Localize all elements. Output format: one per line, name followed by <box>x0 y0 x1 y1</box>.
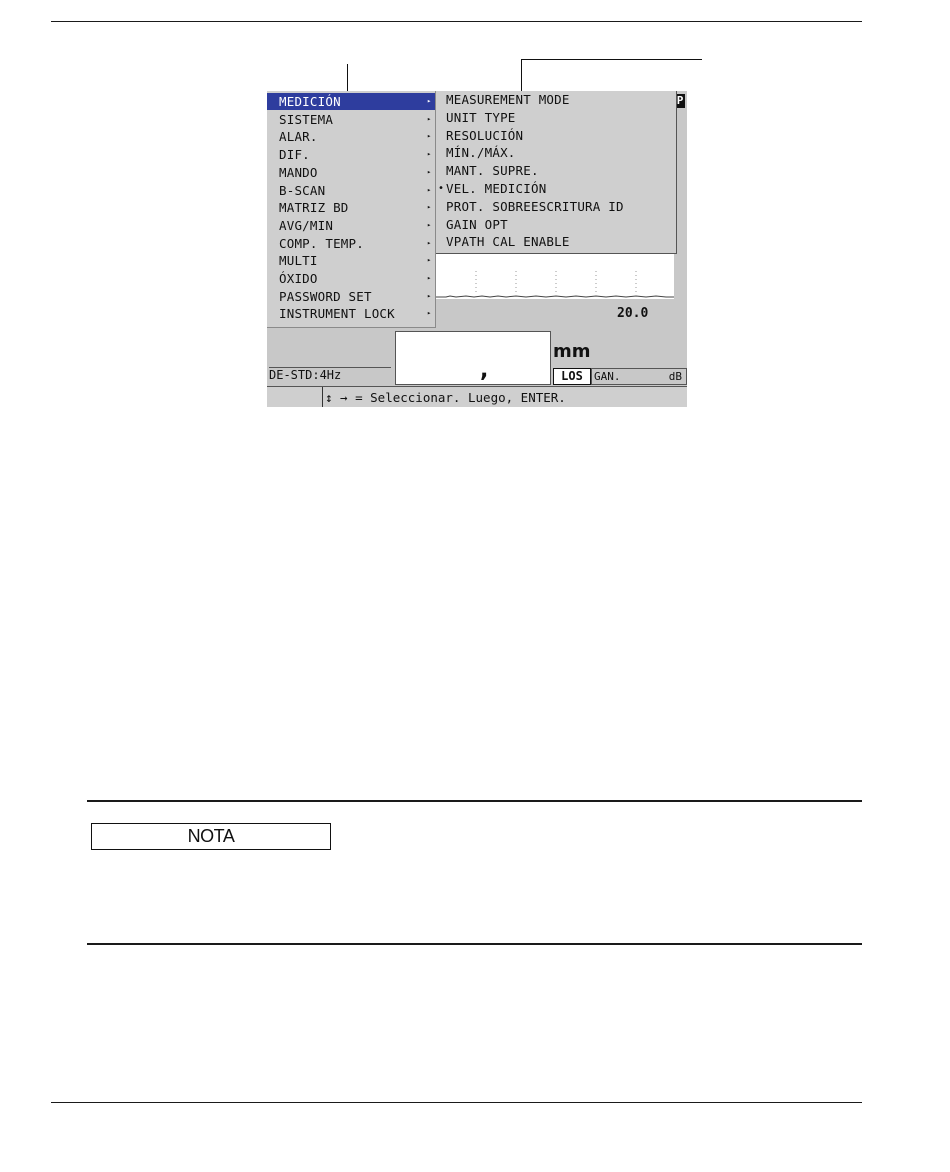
menu-item-label: MATRIZ BD <box>279 200 349 216</box>
main-menu <box>267 91 436 328</box>
submenu-item-label: VEL. MEDICIÓN <box>446 181 547 196</box>
note-bottom-rule <box>87 943 862 945</box>
menu-item-matriz-bd[interactable] <box>267 199 435 216</box>
submenu-item-label: MEASUREMENT MODE <box>446 92 570 107</box>
waveform-display <box>436 253 674 299</box>
menu-item-label: ÓXIDO <box>279 271 318 286</box>
corner-indicator: P <box>676 94 684 107</box>
bottom-rule <box>51 1102 862 1103</box>
status-bar <box>267 386 687 407</box>
waveform-trace <box>436 253 674 299</box>
status-separator <box>322 387 323 407</box>
menu-item-label: MULTI <box>279 253 318 269</box>
menu-item-label: COMP. TEMP. <box>279 235 364 251</box>
note-top-rule <box>87 800 862 802</box>
submenu-arrow-icon: ▸ <box>427 203 432 212</box>
submenu-item-mant-supre[interactable] <box>436 162 676 180</box>
submenu-item-prot-sobreescritura-id[interactable] <box>436 198 676 216</box>
menu-item-label: SISTEMA <box>279 111 334 127</box>
submenu-arrow-icon: ▸ <box>427 309 432 318</box>
menu-item-medicion[interactable] <box>267 93 435 110</box>
submenu-item-measurement-mode[interactable] <box>436 91 676 109</box>
submenu-arrow-icon: ▸ <box>427 185 432 194</box>
selected-marker-icon: • <box>438 183 445 194</box>
submenu-item-label: UNIT TYPE <box>446 109 516 125</box>
submenu-item-label: VPATH CAL ENABLE <box>446 234 570 250</box>
submenu-arrow-icon: ▸ <box>427 238 432 247</box>
menu-item-mando[interactable] <box>267 164 435 181</box>
menu-item-label: INSTRUMENT LOCK <box>279 306 395 322</box>
menu-item-instrument-lock[interactable] <box>267 305 435 322</box>
range-value: 20.0 <box>617 306 649 321</box>
submenu-item-label: PROT. SOBREESCRITURA ID <box>446 198 624 214</box>
menu-item-label: MEDICIÓN <box>279 94 341 109</box>
status-help-text: ↕ → = Seleccionar. Luego, ENTER. <box>325 390 566 405</box>
submenu-item-label: GAIN OPT <box>446 216 508 232</box>
callout-line-right <box>521 59 522 94</box>
submenu-item-gain-opt[interactable] <box>436 216 676 234</box>
top-rule <box>51 21 862 22</box>
menu-item-avg-min[interactable] <box>267 217 435 234</box>
submenu-arrow-icon: ▸ <box>427 291 432 300</box>
menu-item-password-set[interactable] <box>267 288 435 305</box>
menu-item-alar[interactable] <box>267 128 435 145</box>
gain-field <box>591 368 687 385</box>
unit-label: mm <box>553 341 591 362</box>
submenu-arrow-icon: ▸ <box>427 132 432 141</box>
menu-item-dif[interactable] <box>267 146 435 163</box>
menu-item-comp-temp[interactable] <box>267 235 435 252</box>
thickness-reading <box>395 331 551 385</box>
submenu-medicion <box>436 91 677 254</box>
submenu-arrow-icon: ▸ <box>427 220 432 229</box>
menu-item-b-scan[interactable] <box>267 182 435 199</box>
menu-item-label: AVG/MIN <box>279 217 334 233</box>
submenu-arrow-icon: ▸ <box>427 274 432 282</box>
los-indicator: LOS <box>553 368 591 385</box>
menu-item-multi[interactable] <box>267 252 435 269</box>
menu-item-sistema[interactable] <box>267 111 435 128</box>
submenu-item-label: MÍN./MÁX. <box>446 145 516 161</box>
gain-unit: dB <box>668 370 682 383</box>
submenu-item-vpath-cal-enable[interactable] <box>436 233 676 251</box>
submenu-arrow-icon: ▸ <box>427 150 432 159</box>
submenu-item-label: RESOLUCIÓN <box>446 127 524 143</box>
submenu-item-min-max[interactable] <box>436 144 676 162</box>
menu-item-oxido[interactable] <box>267 270 435 287</box>
callout-line-right-horizontal <box>521 59 702 60</box>
submenu-item-label: MANT. SUPRE. <box>446 163 539 179</box>
submenu-arrow-icon: ▸ <box>427 167 432 176</box>
filter-label: DE-STD:4Hz <box>269 367 391 383</box>
submenu-item-vel-medicion[interactable] <box>436 180 676 198</box>
note-heading-box <box>91 823 331 850</box>
reading-separator: , <box>480 358 489 383</box>
menu-item-label: B-SCAN <box>279 182 326 198</box>
submenu-arrow-icon: ▸ <box>427 256 432 265</box>
gain-label: GAN. <box>594 370 621 383</box>
menu-item-label: DIF. <box>279 147 310 163</box>
note-heading: NOTA <box>187 826 235 846</box>
menu-item-label: ALAR. <box>279 129 318 145</box>
device-screen <box>267 91 687 407</box>
submenu-item-resolucion[interactable] <box>436 127 676 145</box>
menu-item-label: MANDO <box>279 164 318 180</box>
submenu-arrow-icon: ▸ <box>427 114 432 123</box>
submenu-item-unit-type[interactable] <box>436 109 676 127</box>
menu-item-label: PASSWORD SET <box>279 288 372 304</box>
callout-line-left <box>347 64 348 94</box>
submenu-arrow-icon: ▸ <box>427 97 432 105</box>
